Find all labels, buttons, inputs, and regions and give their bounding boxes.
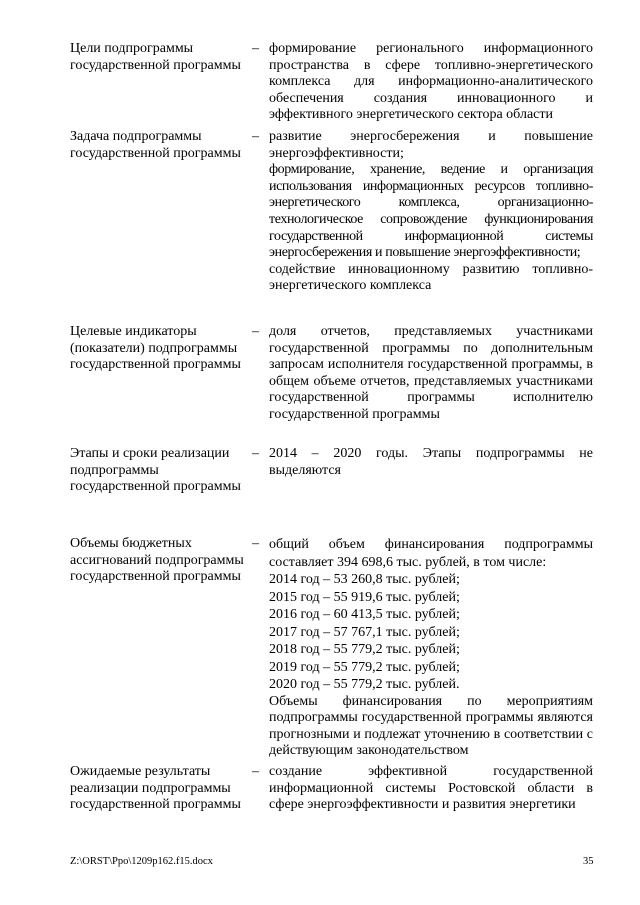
content-paragraph: формирование, хранение, ведение и организация использования информационных ресурсов топливно-энергетического комплекса, организационно-технологическое сопровождение функционирования государственной информационной системы энергосбережения и повышение энергоэффективности; <box>269 162 593 261</box>
content-paragraph: доля отчетов, представляемых участниками государственной программы по дополнительным запросам исполнителя государственной программы, в общем объеме отчетов, представляемых участниками государственной программы исполнителю государственной программы <box>269 324 593 422</box>
row-label: Этапы и сроки реализации подпрограммы государственной программы <box>70 446 241 495</box>
row-dash: – <box>252 446 259 461</box>
row-content <box>269 536 593 760</box>
funding-year-line: 2017 год – 57 767,1 тыс. рублей; <box>269 624 460 640</box>
content-paragraph: формирование регионального информационного пространства в сфере топливно-энергетического комплекса для информационно-аналитического обеспечения создания инновационного и эффективного энергетического сектора области <box>269 41 593 123</box>
row-dash: – <box>252 41 259 56</box>
row-content <box>269 129 593 295</box>
row-content <box>269 324 593 424</box>
funding-year-line: 2015 год – 55 919,6 тыс. рублей; <box>269 589 460 605</box>
funding-year-line: 2020 год – 55 779,2 тыс. рублей. <box>269 677 460 692</box>
row-dash: – <box>252 764 259 779</box>
footer-file-path: Z:\ORST\Ppo\1209p162.f15.docx <box>70 856 213 867</box>
content-paragraph: создание эффективной государственной информационной системы Ростовской области в сфере энергоэффективности и развития энергетики <box>269 764 593 813</box>
footer-page-number: 35 <box>583 856 594 867</box>
content-paragraph: содействие инновационному развитию топливно-энергетического комплекса <box>269 261 593 294</box>
funding-year-line: 2018 год – 55 779,2 тыс. рублей; <box>269 642 460 657</box>
row-label: Задача подпрограммы государственной программы <box>70 129 241 161</box>
funding-year-line: 2019 год – 55 779,2 тыс. рублей; <box>269 659 460 675</box>
row-label: Цели подпрограммы государственной программы <box>70 41 241 73</box>
content-paragraph: развитие энергосбережения и повышение энергоэффективности; <box>269 129 593 161</box>
row-dash: – <box>252 129 259 144</box>
content-paragraph: общий объем финансирования подпрограммы составляет 394 698,6 тыс. рублей, в том числе: <box>269 537 593 570</box>
row-dash: – <box>252 324 259 339</box>
row-label: Ожидаемые результаты реализации подпрограммы государственной программы <box>70 764 241 813</box>
funding-year-line: 2016 год – 60 413,5 тыс. рублей; <box>269 607 460 622</box>
row-content <box>269 41 593 124</box>
row-content <box>269 764 593 814</box>
row-dash: – <box>252 536 259 551</box>
content-paragraph: 2014 – 2020 годы. Этапы подпрограммы не выделяются <box>269 446 593 478</box>
funding-year-line: 2014 год – 53 260,8 тыс. рублей; <box>269 572 460 587</box>
row-label: Целевые индикаторы (показатели) подпрограммы государственной программы <box>70 324 241 373</box>
row-content <box>269 446 593 479</box>
content-paragraph: Объемы финансирования по мероприятиям подпрограммы государственной программы являются прогнозными и подлежат уточнению в соответствии с действующим законодательством <box>269 693 593 759</box>
row-label: Объемы бюджетных ассигнований подпрограммы государственной программы <box>70 536 244 585</box>
